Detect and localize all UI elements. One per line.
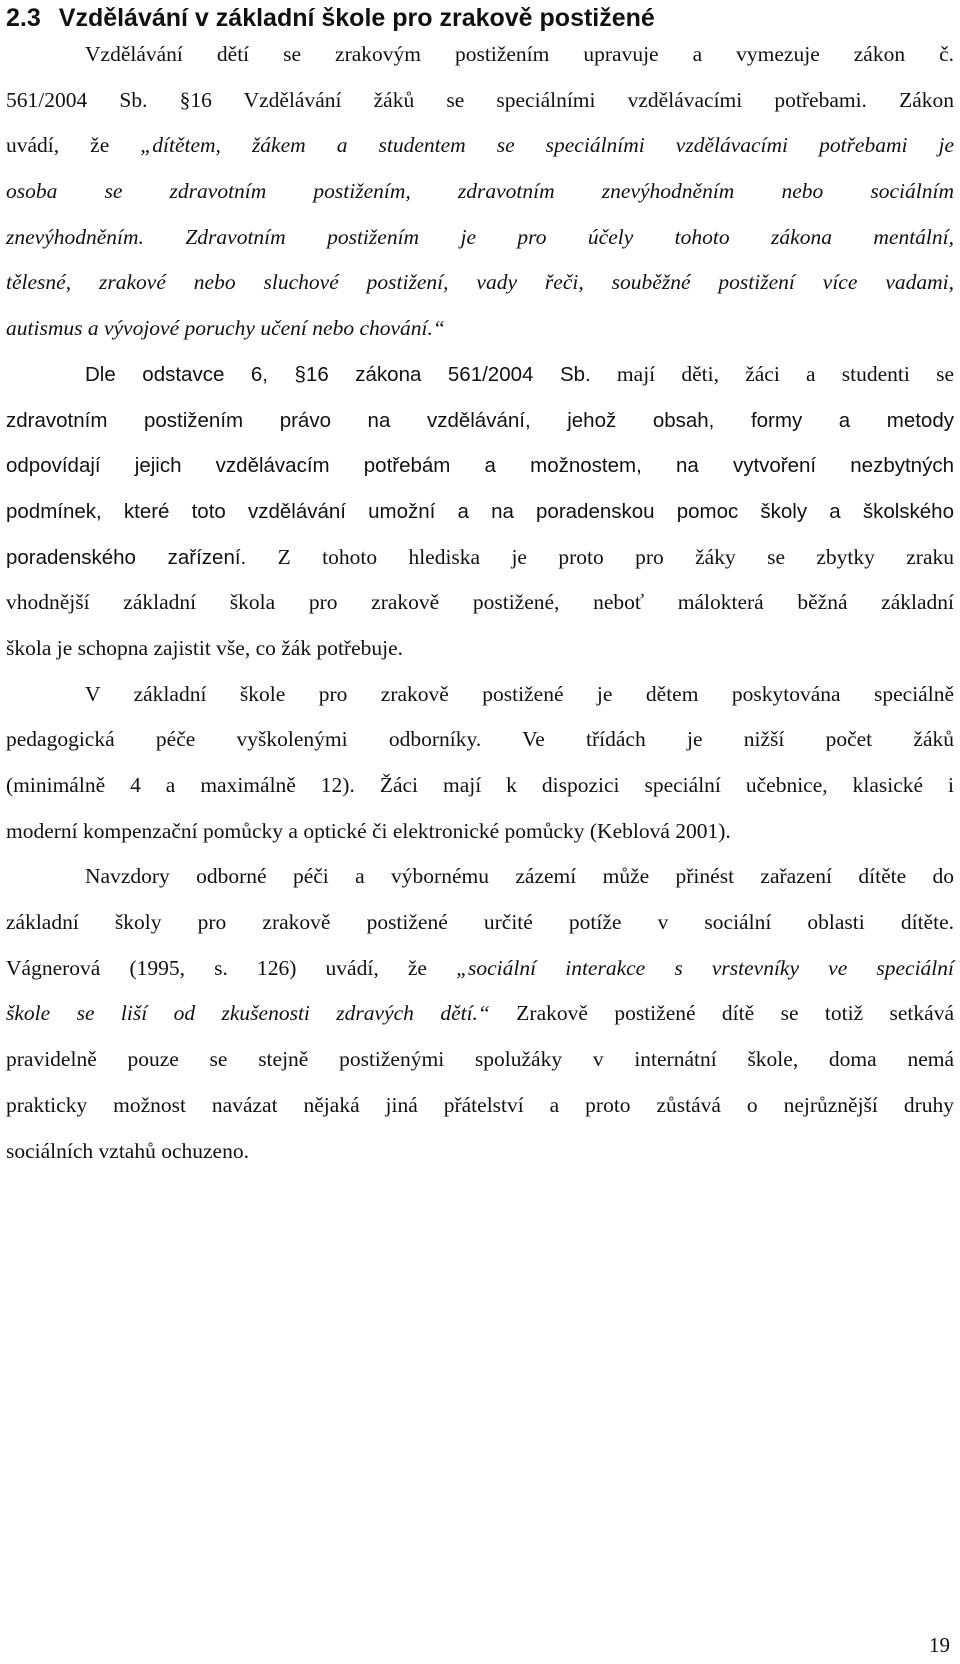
text-line [6,535,954,581]
text-line [6,489,954,535]
text-line [6,1037,954,1083]
paragraph-text: sociálních vztahů ochuzeno. [6,1138,249,1163]
text-line [6,398,954,444]
text-line [6,215,954,261]
paragraph-text: Navzdory odborné péči a výbornému zázemí může přinést zařazení dítěte do [85,864,954,889]
paragraph-text: (minimálně 4 a maximálně 12). Žáci mají k dispozici speciální učebnice, klasické i [6,773,954,797]
paragraph-text: prakticky možnost navázat nějaká jiná přátelství a proto zůstává o nejrůznější druhy [6,1092,954,1117]
text-line [6,580,954,626]
paragraph-text: Vágnerová (1995, s. 126) uvádí, že [6,955,457,980]
text-line [6,946,954,992]
section-title: Vzdělávání v základní škole pro zrakově postižené [58,4,655,32]
text-line [6,672,954,718]
text-line [6,900,954,946]
paragraph-text: Z tohoto hlediska je proto pro žáky se zbytky zraku [246,544,955,569]
page-number: 19 [929,1633,950,1657]
text-line [6,32,954,78]
paragraph-text: uvádí, že [6,133,141,158]
text-line [6,352,954,398]
text-line [6,854,954,900]
paragraph-text: V základní škole pro zrakově postižené je dětem poskytována speciálně [85,681,954,706]
section-heading [6,0,655,36]
body-text [6,32,954,1174]
law-citation-text: podmínek, které toto vzdělávání umožní a na poradenskou pomoc školy a školského [6,499,954,523]
text-line [6,717,954,763]
paragraph-text: 561/2004 Sb. §16 Vzdělávání žáků se speciálními vzdělávacími potřebami. Zákon [6,87,954,112]
law-citation-text: Dle odstavce 6, §16 zákona 561/2004 Sb. [85,362,591,386]
text-line [6,1129,954,1175]
text-line [6,260,954,306]
paragraph-text: Zrakově postižené dítě se totiž setkává [489,1001,954,1026]
paragraph-text: Vzdělávání dětí se zrakovým postižením upravuje a vymezuje zákon č. [85,42,954,66]
text-line [6,626,954,672]
paragraph-text: moderní kompenzační pomůcky a optické či elektronické pomůcky (Keblová 2001). [6,818,731,843]
text-line [6,169,954,215]
text-line [6,763,954,809]
italic-quote-text: tělesné, zrakové nebo sluchové postižení, vady řeči, souběžné postižení více vadami, [6,270,954,295]
italic-quote-text: „dítětem, žákem a studentem se speciálními vzdělávacími potřebami je [140,133,954,158]
text-line [6,809,954,855]
text-line [6,306,954,352]
law-citation-text: poradenského zařízení. [6,545,247,569]
italic-quote-text: znevýhodněním. Zdravotním postižením je pro účely tohoto zákona mentální, [6,224,954,249]
paragraph-text: pedagogická péče vyškolenými odborníky. Ve třídách je nižší počet žáků [6,727,954,752]
text-line [6,991,954,1037]
text-line [6,443,954,489]
text-line [6,1083,954,1129]
section-number: 2.3 [6,4,41,32]
law-citation-text: odpovídají jejich vzdělávacím potřebám a možnostem, na vytvoření nezbytných [6,454,954,478]
italic-quote-text: „sociální interakce s vrstevníky ve speciální [456,955,954,980]
paragraph-text: pravidelně pouze se stejně postiženými spolužáky v internátní škole, doma nemá [6,1047,954,1072]
text-line [6,123,954,169]
law-citation-text: zdravotním postižením právo na vzdělávání, jehož obsah, formy a metody [6,408,954,432]
italic-quote-text: osoba se zdravotním postižením, zdravotním znevýhodněním nebo sociálním [6,179,954,204]
paragraph-text: vhodnější základní škola pro zrakově postižené, neboť málokterá běžná základní [6,590,954,615]
paragraph-text: mají děti, žáci a studenti se [590,361,954,386]
italic-quote-text: autismus a vývojové poruchy učení nebo chování.“ [6,316,445,341]
italic-quote-text: škole se liší od zkušenosti zdravých dětí.“ [6,1001,490,1026]
paragraph-text: škola je schopna zajistit vše, co žák potřebuje. [6,635,404,660]
paragraph-text: základní školy pro zrakově postižené určité potíže v sociální oblasti dítěte. [6,910,954,935]
text-line [6,78,954,124]
